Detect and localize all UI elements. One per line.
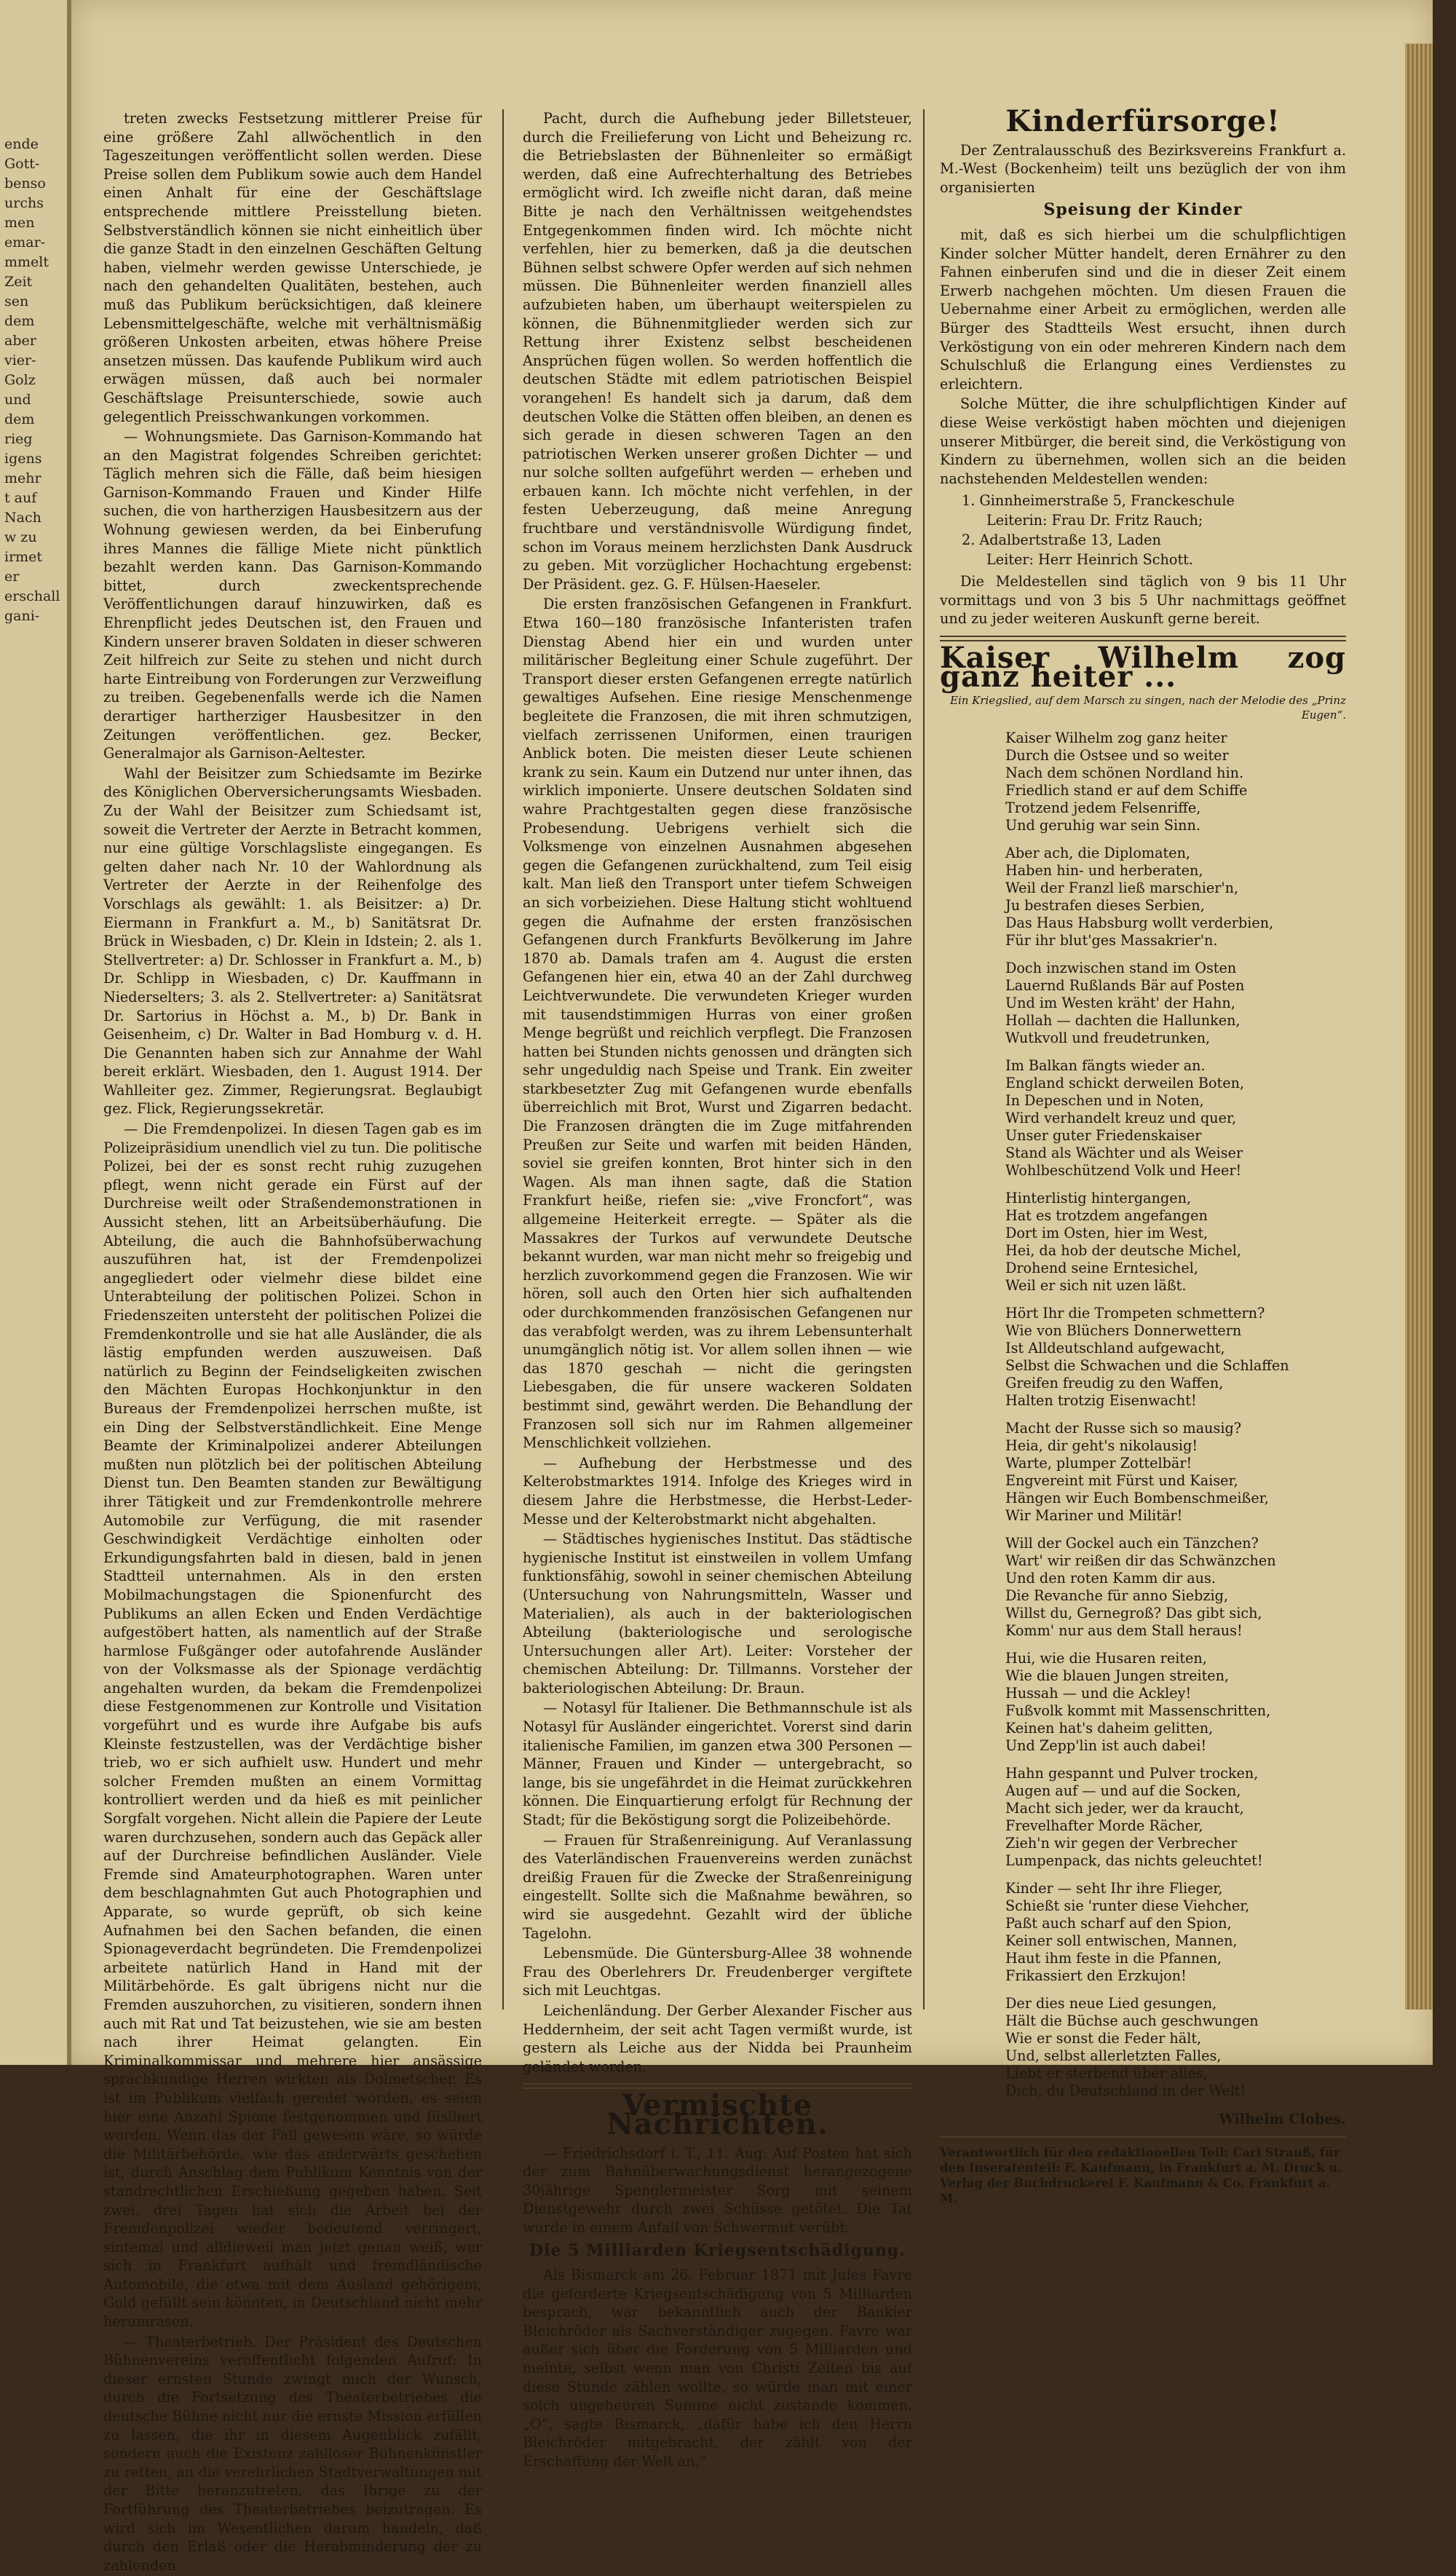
meldestellen-list (962, 491, 1346, 569)
poem-line: England schickt derweilen Boten, (1005, 1075, 1245, 1092)
poem-line: Frikassiert den Erzkujon! (1005, 1967, 1187, 1985)
poem-line: Und Zepp'lin ist auch dabei! (1005, 1737, 1207, 1755)
poem-line: Hussah — und die Ackley! (1005, 1685, 1192, 1702)
poem-line: Und, selbst allerletzten Falles, (1005, 2047, 1222, 2065)
poem-line: Hinterlistig hintergangen, (1005, 1190, 1192, 1207)
article-paragraph: treten zwecks Festsetzung mittlerer Preise für eine größere Zahl allwöchentlich in den Tageszeitungen veröffentlicht sollen werden. Diese Preise sollen dem Publikum sowie auch dem Handel einen Anhalt für eine der Geschäftslage entsprechende mittlere Preisstellung bieten. Selbstverständlich können sie nicht einheitlich über die ganze Stadt in den einzelnen Geschäften Geltung haben, vielmehr werden gewisse Unterschiede, je nach den gehandelten Qualitäten, bestehen, auch muß das Publikum berücksichtigen, daß kleinere Lebensmittelgeschäfte, welche mit verhältnismäßig größeren Unkosten arbeiten, etwas höhere Preise ansetzen müssen. Das kaufende Publikum wird auch erwägen müssen, daß auch bei normaler Geschäftslage Preisunterschiede, sowie auch gelegentlich Preisschwankungen vorkommen. (103, 110, 482, 425)
section-divider (940, 2136, 1346, 2138)
column-rule (923, 109, 925, 2010)
poem-line: Nach dem schönen Nordland hin. (1005, 764, 1244, 782)
poem-line: Schießt sie 'runter diese Viehcher, (1005, 1897, 1250, 1915)
poem-line: Der dies neue Lied gesungen, (1005, 1995, 1217, 2012)
article-subheading: Speisung der Kinder (1043, 200, 1243, 220)
column-rule (502, 109, 504, 2010)
poem-line: Wart' wir reißen dir das Schwänzchen (1005, 1552, 1276, 1570)
article-paragraph: — Die Fremdenpolizei. In diesen Tagen gab es im Polizeipräsidium unendlich viel zu tun. Die politische Polizei, bei der es sonst recht ruhig zuzugehen pflegt, wenn nicht gerade ein Fürst auf der Durchreise weilt oder Straßendemonstrationen in Aussicht stehen, litt an Arbeitsüberhäufung. Die Abteilung, die auch die Bahnhofsüberwachung auszuführen hat, ist der Fremdenpolizei angegliedert oder vielmehr diese bildet eine Unterabteilung der politischen Polizei. Schon in Friedenszeiten untersteht der politischen Polizei die Fremdenkontrolle und sie hat alle Ausländer, die als lästig empfunden werden auszuweisen. Daß natürlich zu Beginn der Feindseligkeiten zwischen den Mächten Europas Hochkonjunktur in den Bureaus der Fremdenpolizei herrschen mußte, ist ein Ding der Selbstverständlichkeit. Eine Menge Beamte der Kriminalpolizei anderer Abteilungen mußten nun plötzlich bei der politischen Abteilung Dienst tun. Den Beamten standen zur Bewältigung ihrer Tätigkeit und zur Fremdenkontrolle mehrere Automobile zur Verfügung, die mit rasender Geschwindigkeit Verdächtige einholten oder Erkundigungsfahrten bald in diesen, bald in jenen Stadtteil unternahmen. Als in den ersten Mobilmachungstagen die Spionenfurcht des Publikums an allen Ecken und Enden Verdächtige aufgestöbert hatten, als namentlich auf der Straße harmlose Fußgänger oder autofahrende Ausländer von der Volksmasse als der Spionage verdächtig angehalten wurden, da bekam die Fremdenpolizei diese Festgenommenen zur Kontrolle und Visitation vorgeführt und es wurde ihre Aufgabe bis aufs Kleinste festzustellen, was der Verdächtige bisher trieb, wo er sich aufhielt usw. Hundert und mehr solcher Fremden mußten an einem Vormittag kontrolliert werden und da hieß es mit peinlicher Sorgfalt vorgehen. Nicht allein die Papiere der Leute waren durchzusehen, sondern auch das Gepäck aller auf der Durchreise befindlichen Ausländer. Viele Fremde sind Amateurphotographen. Waren unter dem beschlagnahmten Gut auch Photographien und Apparate, so wurde geprüft, ob sich keine Aufnahmen bei den Sachen befanden, die einen Spionageverdacht begründeten. Die Fremdenpolizei arbeitete natürlich Hand in Hand mit der Militärbehörde. Es galt übrigens nicht nur die Fremden auszuhorchen, zu visitieren, sondern ihnen auch mit Rat und Tat beizustehen, wie sie am besten nach ihrer Heimat gelangten. Ein Kriminalkommissar und mehrere hier ansässige sprachkundige Herren wirkten als Dolmetscher. Es ist im Publikum vielfach geredet worden, es seien hier eine Anzahl Spione festgenommen und füsiliert worden. Wenn das der Fall gewesen wäre, so würde die Militärbehörde, wie das anderwärts geschehen ist, durch Anschlag dem Publikum Kenntnis von der standrechtlichen Erschießung gegeben haben. Seit zwei, drei Tagen hat sich die Arbeit bei der Fremdenpolizei wieder bedeutend verringert, sintemal und alldieweil man jetzt genau weiß, wer sich in Frankfurt aufhält und fremdländische Automobile, die etwa mit dem Ausland gehörigem, Gold gefüllt sein könnten, in Deutschland nicht mehr herumrasen. (103, 1121, 482, 2331)
list-item: 1. Ginnheimerstraße 5, Franckeschule (962, 492, 1235, 510)
poem-line: Selbst die Schwachen und die Schlaffen (1005, 1357, 1289, 1375)
poem-line: Hui, wie die Husaren reiten, (1005, 1650, 1207, 1667)
article-paragraph: Wahl der Beisitzer zum Schiedsamte im Bezirke des Königlichen Oberversicherungsamts Wiesbaden. Zu der Wahl der Beisitzer zum Schiedsamt ist, soweit die Vertreter der Aerzte in Betracht kommen, nur eine gültige Vorschlagsliste eingegangen. Es gelten daher nach Nr. 10 der Wahlordnung als Vertreter der Aerzte in der Reihenfolge des Vorschlags als gewählt: 1. als Beisitzer: a) Dr. Eiermann in Frankfurt a. M., b) Sanitätsrat Dr. Brück in Wiesbaden, c) Dr. Klein in Idstein; 2. als 1. Stellvertreter: a) Dr. Schlosser in Frankfurt a. M., b) Dr. Schlipp in Wiesbaden, c) Dr. Kauffmann in Niederselters; 3. als 2. Stellvertreter: a) Sanitätsrat Dr. Sartorius in Höchst a. M., b) Dr. Bank in Geisenheim, c) Dr. Walter in Bad Homburg v. d. H. Die Genannten haben sich zur Annahme der Wahl bereit erklärt. Wiesbaden, den 1. August 1914. Der Wahlleiter gez. Zimmer, Regierungsrat. Beglaubigt gez. Flick, Regierungssekretär. (103, 764, 482, 1118)
poem-stanza (1005, 1535, 1346, 1640)
poem-stanzas (940, 730, 1346, 2100)
section-heading: Vermischte Nachrichten. (606, 2088, 828, 2141)
poem-line: Wird verhandelt kreuz und quer, (1005, 1110, 1237, 1127)
poem-line: Macht sich jeder, wer da kraucht, (1005, 1800, 1244, 1817)
poem-line: In Depeschen und in Noten, (1005, 1092, 1204, 1110)
book-edge (1405, 44, 1433, 2010)
poem-stanza (1005, 960, 1346, 1047)
poem-line: Warte, plumper Zottelbär! (1005, 1455, 1192, 1472)
column-1 (103, 109, 482, 2576)
poem-line: Haben hin- und herberaten, (1005, 862, 1203, 880)
poem-author: Wilhelm Clobes. (1219, 2111, 1346, 2128)
poem-line: Hat es trotzdem angefangen (1005, 1207, 1208, 1225)
poem-stanza (1005, 1305, 1346, 1410)
poem-line: Will der Gockel auch ein Tänzchen? (1005, 1535, 1259, 1552)
poem-line: Hört Ihr die Trompeten schmettern? (1005, 1305, 1265, 1322)
poem-stanza (1005, 845, 1346, 949)
poem-line: Frevelhafter Morde Rächer, (1005, 1817, 1203, 1835)
article-paragraph: Lebensmüde. Die Güntersburg-Allee 38 wohnende Frau des Oberlehrers Dr. Freudenberger vergiftete sich mit Leuchtgas. (523, 1945, 912, 1999)
poem-title: Kaiser Wilhelm zog ganz heiter ... (940, 641, 1346, 694)
list-item: Leiterin: Frau Dr. Fritz Rauch; (986, 512, 1203, 529)
poem-line: Und im Westen kräht' der Hahn, (1005, 995, 1235, 1012)
article-paragraph: — Städtisches hygienisches Institut. Das städtische hygienische Institut ist einstweilen in vollem Umfang funktionsfähig, sowohl in seiner chemischen Abteilung (Untersuchung von Nahrungsmitteln, Wasser und Materialien), als auch in der bakteriologischen Abteilung (bakteriologische und serologische Untersuchungen aller Art). Leiter: Vorsteher der chemischen Abteilung: Dr. Tillmanns. Vorsteher der bakteriologischen Abteilung: Dr. Braun. (523, 1530, 912, 1696)
poem-line: Wohlbeschützend Volk und Heer! (1005, 1162, 1242, 1180)
article-paragraph: — Wohnungsmiete. Das Garnison-Kommando hat an den Magistrat folgendes Schreiben gerichtet: Täglich mehren sich die Fälle, daß beim hiesigen Garnison-Kommando Frauen und Kinder Hilfe suchen, die von hartherzigen Hausbesitzern aus der Wohnung gewiesen werden, da bei Einberufung ihres Mannes die fällige Miete nicht pünktlich bezahlt werden kann. Das Garnison-Kommando bittet, durch zweckentsprechende Veröffentlichungen darauf hinzuwirken, daß es Ehrenpflicht jedes Deutschen ist, den Frauen und Kindern unserer braven Soldaten in dieser schweren Zeit hilfreich zur Seite zu stehen und nicht durch harte Eintreibung von Forderungen zur Verzweiflung zu treiben. Gegebenenfalls werde ich die Namen derartiger hartherziger Hausbesitzer in den Zeitungen veröffentlichen. gez. Becker, Generalmajor als Garnison-Aeltester. (103, 428, 482, 762)
article-paragraph: Der Zentralausschuß des Bezirksvereins Frankfurt a. M.-West (Bockenheim) teilt uns bezüglich der von ihm organisierten (940, 141, 1346, 196)
poem-line: Doch inzwischen stand im Osten (1005, 960, 1237, 977)
list-item: 2. Adalbertstraße 13, Laden (962, 532, 1161, 549)
poem-line: Wie die blauen Jungen streiten, (1005, 1667, 1230, 1685)
poem-line: Unser guter Friedenskaiser (1005, 1127, 1202, 1145)
adjacent-page-edge (0, 0, 71, 2065)
poem-line: Und den roten Kamm dir aus. (1005, 1570, 1216, 1587)
poem-line: Wir Mariner und Militär! (1005, 1507, 1183, 1525)
poem-line: Lumpenpack, das nichts geleuchtet! (1005, 1852, 1263, 1870)
poem-line: Keinen hat's daheim gelitten, (1005, 1720, 1214, 1737)
article-paragraph: Als Bismarck am 26. Februar 1871 mit Jules Favre die geforderte Kriegsentschädigung von 5 Milliarden besprach, war bekanntlich auch der Bankier Bleichröder als Sachverständiger zugegen. Favre war außer sich über die Forderung von 5 Milliarden und meinte, selbst wenn man von Christi Zeiten bis auf diese Stunde zählen wollte, so würde man mit einer solch ungeheuren Summe nicht zustande kommen. „O“, sagte Bismarck, „dafür habe ich den Herrn Bleichröder mitgebracht, der zählt von der Erschaffung der Welt an.“ (523, 2267, 912, 2470)
newspaper-page (71, 0, 1433, 2574)
poem-line: Das Haus Habsburg wollt verderbien, (1005, 914, 1274, 932)
poem-line: Fußvolk kommt mit Massenschritten, (1005, 1702, 1271, 1720)
adjacent-page-text: ende Gott- benso urchs men emar- mmelt Zeit sen dem aber vier- Golz und dem rieg igens mehr t auf Nach w zu irmet er erschall gani- (4, 136, 60, 624)
poem-line: Weil er sich nit uzen läßt. (1005, 1277, 1187, 1295)
poem-line: Kinder — seht Ihr ihre Flieger, (1005, 1880, 1223, 1897)
poem-line: Augen auf — und auf die Socken, (1005, 1782, 1241, 1800)
poem-line: Wutkvoll und freudetrunken, (1005, 1030, 1211, 1047)
poem-line: Wie er sonst die Feder hält, (1005, 2030, 1202, 2047)
poem-line: Stand als Wächter und als Weiser (1005, 1145, 1243, 1162)
poem-line: Hei, da hob der deutsche Michel, (1005, 1242, 1242, 1260)
article-paragraph: — Theaterbetrieb. Der Präsident des Deutschen Bühnenvereins veröffentlicht folgenden Aufruf: In dieser ernsten Stunde zwingt mich der Wunsch, durch die Fortsetzung des Theaterbetriebes die deutsche Bühne nicht nur die ernste Mission erfüllen zu lassen, die ihr in diesem Augenblick zufällt, sondern auch die Existenz zahlloser Bühnenkünstler zu retten, an die verehrlichen Stadtverwaltungen mit der Bitte heranzutreten, das Ihrige zu der Fortführung des Theaterbetriebes beizutragen. Es wird sich im Wesentlichen darum handeln, daß durch den Erlaß oder die Herabminderung der zu zahlenden (103, 2333, 482, 2574)
poem-stanza (1005, 1995, 1346, 2100)
poem-line: Trotzend jedem Felsenriffe, (1005, 799, 1201, 817)
imprint-credit: Verantwortlich für den redaktionellen Teil: Carl Strauß, für den Inseratenteil: F. Kaufmann, in Frankfurt a. M. Druck u. Verlag der Buchdruckerei F. Kaufmann & Co. Frankfurt a. M. (940, 2145, 1342, 2205)
poem-line: Ist Alldeutschland aufgewacht, (1005, 1340, 1225, 1357)
poem-line: Wie von Blüchers Donnerwettern (1005, 1322, 1242, 1340)
poem-line: Hält die Büchse auch geschwungen (1005, 2012, 1259, 2030)
poem-line: Durch die Ostsee und so weiter (1005, 747, 1229, 764)
article-paragraph: Die Meldestellen sind täglich von 9 bis 11 Uhr vormittags und von 3 bis 5 Uhr nachmittags geöffnet und zu jeder weiteren Auskunft gerne bereit. (940, 573, 1346, 628)
poem-line: Haut ihm feste in die Pfannen, (1005, 1950, 1222, 1967)
poem-line: Lauernd Rußlands Bär auf Posten (1005, 977, 1245, 995)
article-paragraph: — Aufhebung der Herbstmesse und des Kelterobstmarktes 1914. Infolge des Krieges wird in diesem Jahre die Herbstmesse, die Herbst-Leder-Messe und der Kelterobstmarkt nicht abgehalten. (523, 1454, 912, 1528)
article-paragraph: Leichenländung. Der Gerber Alexander Fischer aus Heddernheim, der seit acht Tagen vermißt wurde, ist gestern als Leiche aus der Nidda bei Praunheim geländet worden. (523, 2002, 912, 2075)
article-paragraph: — Friedrichsdorf i. T., 11. Aug. Auf Posten hat sich der zum Bahnüberwachungsdienst herangezogene 30jährige Spenglermeister Sorg mit seinem Dienstgewehr durch zwei Schüsse getötet. Die Tat wurde in einem Anfall von Schwermut verübt. (523, 2144, 912, 2236)
poem-line: Liebt er sterbend über alles, (1005, 2065, 1208, 2082)
poem-stanza (1005, 1650, 1346, 1755)
poem-line: Hollah — dachten die Hallunken, (1005, 1012, 1241, 1030)
poem-line: Dich, du Deutschland in der Welt! (1005, 2082, 1246, 2100)
poem-line: Greifen freudig zu den Waffen, (1005, 1375, 1224, 1392)
poem-line: Macht der Russe sich so mausig? (1005, 1420, 1242, 1437)
poem-stanza (1005, 1420, 1346, 1525)
list-item: Leiter: Herr Heinrich Schott. (986, 551, 1193, 569)
poem-stanza (1005, 1057, 1346, 1180)
poem-line: Hahn gespannt und Pulver trocken, (1005, 1765, 1259, 1782)
poem-line: Drohend seine Erntesichel, (1005, 1260, 1198, 1277)
poem-line: Komm' nur aus dem Stall heraus! (1005, 1622, 1243, 1640)
poem-line: Und geruhig war sein Sinn. (1005, 817, 1200, 834)
poem-line: Aber ach, die Diplomaten, (1005, 845, 1191, 862)
poem-line: Willst du, Gernegroß? Das gibt sich, (1005, 1605, 1262, 1622)
poem-line: Heia, dir geht's nikolausig! (1005, 1437, 1198, 1455)
poem-line: Für ihr blut'ges Massakrier'n. (1005, 932, 1218, 949)
poem-line: Kaiser Wilhelm zog ganz heiter (1005, 730, 1227, 747)
poem-line: Engvereint mit Fürst und Kaiser, (1005, 1472, 1238, 1490)
poem-stanza (1005, 730, 1346, 834)
poem-line: Im Balkan fängts wieder an. (1005, 1057, 1206, 1075)
poem-line: Paßt auch scharf auf den Spion, (1005, 1915, 1232, 1932)
article-paragraph: Solche Mütter, die ihre schulpflichtigen Kinder auf diese Weise verköstigt haben möchten und diejenigen unserer Mitbürger, die bereit sind, die Verköstigung von Kindern zu übernehmen, wollen sich an die beiden nachstehenden Meldestellen wenden: (940, 395, 1346, 487)
article-heading: Die 5 Milliarden Kriegsentschädigung. (529, 2240, 906, 2260)
article-paragraph: — Frauen für Straßenreinigung. Auf Veranlassung des Vaterländischen Frauenvereins werden zunächst dreißig Frauen für die Zwecke der Straßenreinigung eingestellt. Sollte sich die Maßnahme bewähren, so wird sie ausgedehnt. Gezahlt wird der übliche Tagelohn. (523, 1831, 912, 1942)
article-paragraph: Die ersten französischen Gefangenen in Frankfurt. Etwa 160—180 französische Infanteristen trafen Dienstag Abend hier ein und wurden unter militärischer Begleitung einer Schule zugeführt. Der Transport dieser ersten Gefangenen erregte natürlich gewaltiges Aufsehen. Eine riesige Menschenmenge begleitete die Franzosen, die mit ihren schmutzigen, vielfach zerrissenen Uniformen, einen traurigen Anblick boten. Die meisten dieser Leute schienen krank zu sein. Kaum ein Dutzend nur unter ihnen, das wirklich imponierte. Unsere deutschen Soldaten sind wahre Prachtgestalten gegen diese französische Probesendung. Uebrigens verhielt sich die Volksmenge von einzelnen Ausnahmen abgesehen gegen die Gefangenen zurückhaltend, zum Teil eisig kalt. Man ließ den Transport unter tiefem Schweigen an sich vorbeiziehen. Diese Haltung sticht wohltuend gegen die Aufnahme der ersten französischen Gefangenen durch Frankfurts Bevölkerung im Jahre 1870 ab. Damals trafen am 4. August die ersten Gefangenen hier ein, etwa 40 an der Zahl durchweg Leichtverwundete. Die verwundeten Krieger wurden mit tausendstimmigen Hurras von einer großen Menge begrüßt und reichlich verpflegt. Die Franzosen hatten bei Stunden nichts genossen und drängten sich sehr ungeduldig nach Speise und Trank. Ein zweiter starkbesetzter Zug mit Gefangenen wurde ebenfalls überreichlich mit Brot, Wurst und Zigarren bedacht. Die Franzosen drängten die im Zuge mitfahrenden Preußen zur Seite und warfen mit beiden Händen, soviel sie greifen konnten, Brot hinter sich in den Wagen. Als man ihnen sagte, daß die Station Frankfurt heiße, riefen sie: „vive Froncfort“, was allgemeine Heiterkeit erregte. — Später als die Massakres der Turkos auf verwundete Deutsche bekannt wurden, war man nicht mehr so freigebig und herzlich zuvorkommend gegen die Franzosen. Wie wir hören, soll auch den Orten hier sich aufhaltenden oder durchkommenden französischen Gefangenen nur das verabfolgt werden, was zu ihrem Lebensunterhalt unumgänglich nötig ist. Vor allem sollen ihnen — wie das 1870 geschah — nicht die geringsten Liebesgaben, die für unsere wackeren Soldaten bestimmt sind, gewährt werden. Die Behandlung der Franzosen soll sich nur im Rahmen allgemeiner Menschlichkeit vollziehen. (523, 596, 912, 1452)
poem-stanza (1005, 1190, 1346, 1295)
poem-stanza (1005, 1765, 1346, 1870)
poem-line: Die Revanche für anno Siebzig, (1005, 1587, 1229, 1605)
column-3 (940, 104, 1346, 2206)
article-paragraph: Pacht, durch die Aufhebung jeder Billetsteuer, durch die Freilieferung von Licht und Beheizung rc. die Betriebslasten der Bühnenleiter so ermäßigt werden, daß eine Aufrechterhaltung des Betriebes ermöglicht wird. Ich zweifle nicht daran, daß meine Bitte je nach den Verhältnissen weitgehendstes Entgegenkommen finden wird. Ich möchte nicht verfehlen, hier zu bemerken, daß ja die deutschen Bühnen selbst schwere Opfer werden auf sich nehmen müssen. Die Bühnenleiter werden finanziell alles aufzubieten haben, um überhaupt weiterspielen zu können, die Bühnenmitglieder werden sich zur Rettung ihrer Existenz selbst bescheidenen Ansprüchen fügen wollen. So werden hoffentlich die deutschen Städte mit edlem patriotischen Beispiel vorangehen! Es handelt sich ja darum, daß dem deutschen Volke die Stätten offen bleiben, an denen es sich gerade in diesen schweren Tagen an den patriotischen Werken unserer großen Dichter — und nur solche sollten aufgeführt werden — erheben und erbauen kann. Ich möchte nicht verfehlen, in der festen Ueberzeugung, daß meine Anregung fruchtbare und verständnisvolle Würdigung findet, schon im Voraus meinem herzlichsten Dank Ausdruck zu geben. Mit vorzüglicher Hochachtung ergebenst: Der Präsident. gez. G. F. Hülsen-Haeseler. (523, 110, 912, 593)
poem-line: Hängen wir Euch Bombenschmeißer, (1005, 1490, 1269, 1507)
poem-line: Dort im Osten, hier im West, (1005, 1225, 1208, 1242)
poem-line: Zieh'n wir gegen der Verbrecher (1005, 1835, 1238, 1852)
poem-line: Ju bestrafen dieses Serbien, (1005, 897, 1205, 914)
poem-line: Keiner soll entwischen, Mannen, (1005, 1932, 1238, 1950)
column-2 (523, 109, 912, 2473)
section-heading: Kinderfürsorge! (1005, 104, 1281, 138)
poem-note: Ein Kriegslied, auf dem Marsch zu singen, nach der Melodie des „Prinz Eugen“. (950, 694, 1346, 722)
poem-line: Weil der Franzl ließ marschier'n, (1005, 880, 1239, 897)
article-paragraph: — Notasyl für Italiener. Die Bethmannschule ist als Notasyl für Ausländer eingerichtet. Vorerst sind darin italienische Familien, im ganzen etwa 300 Personen — Männer, Frauen und Kinder — untergebracht, so lange, bis sie ungefährdet in die Heimat zurückkehren können. Die Einquartierung erfolgt für Rechnung der Stadt; für die Beköstigung sorgt die Polizeibehörde. (523, 1699, 912, 1829)
article-paragraph: mit, daß es sich hierbei um die schulpflichtigen Kinder solcher Mütter handelt, deren Ernährer zu den Fahnen einberufen sind und die in dieser Zeit einem Erwerb nachgehen möchten. Um diesen Frauen die Uebernahme einer Arbeit zu ermöglichen, werden alle Bürger des Stadtteils West ersucht, ihnen durch Verköstigung von ein oder mehreren Kindern nach dem Schulschluß die Erlangung eines Verdienstes zu erleichtern. (940, 226, 1346, 392)
poem-line: Halten trotzig Eisenwacht! (1005, 1392, 1197, 1410)
poem-line: Friedlich stand er auf dem Schiffe (1005, 782, 1248, 799)
poem-stanza (1005, 1880, 1346, 1985)
